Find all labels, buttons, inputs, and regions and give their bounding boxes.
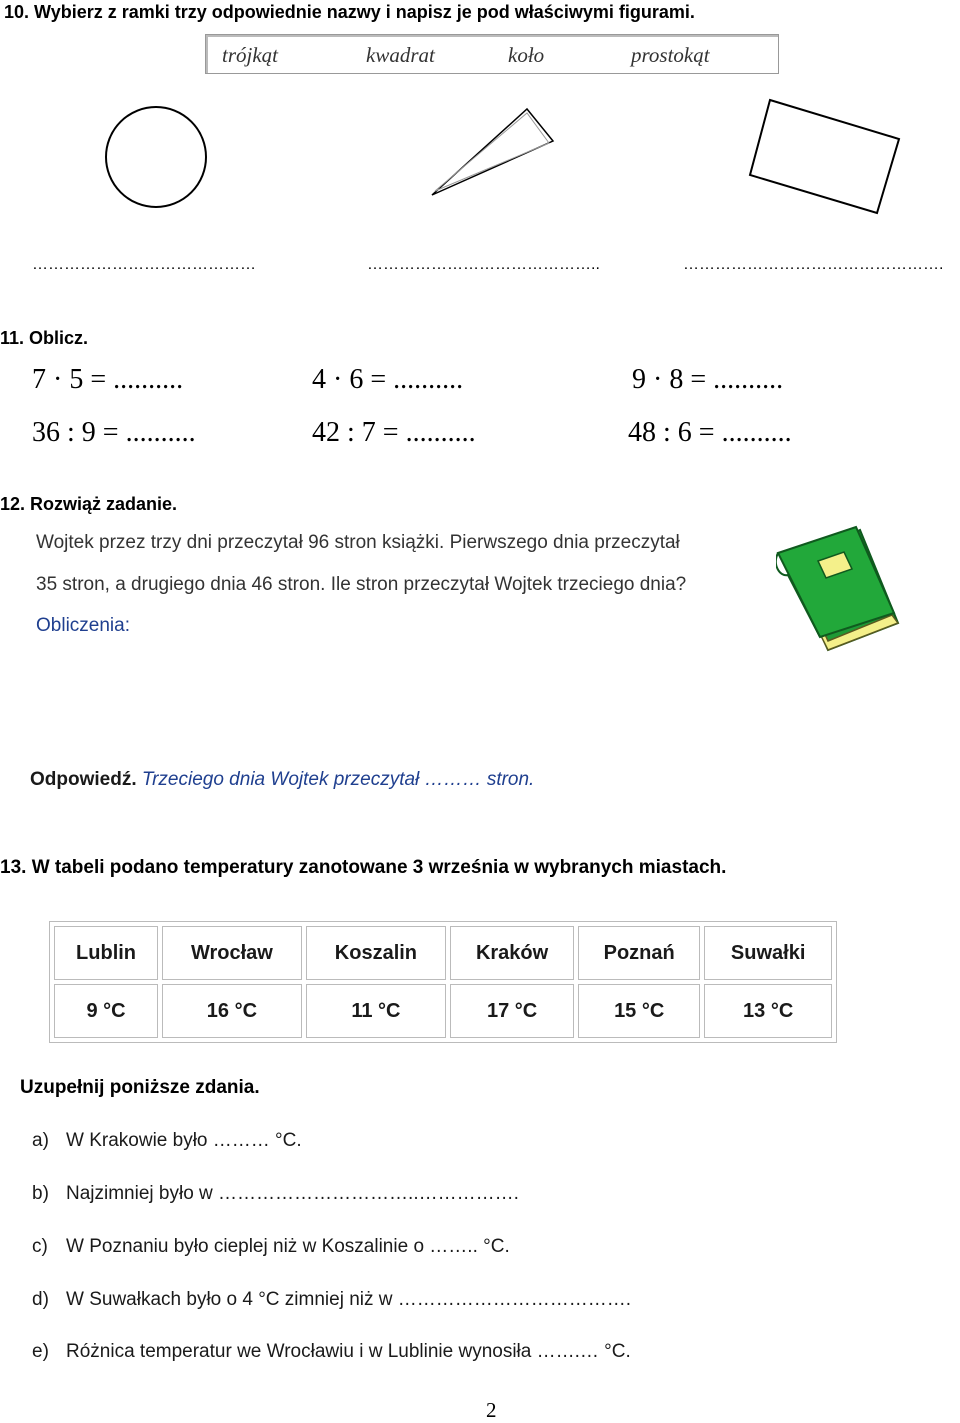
instruction: Uzupełnij poniższe zdania. <box>20 1077 260 1098</box>
item-text[interactable]: Najzimniej było w …………………………..……………. <box>66 1183 519 1204</box>
equation: 7 · 5 = .......... <box>32 364 184 395</box>
list-item <box>32 1183 519 1205</box>
temp-cell: 16 °C <box>162 984 302 1038</box>
q11-title: 11. Oblicz. <box>0 328 89 348</box>
city-cell: Kraków <box>450 926 574 980</box>
table-row <box>54 984 832 1038</box>
answer-label: Odpowiedź. <box>30 769 137 790</box>
city-cell: Poznań <box>578 926 700 980</box>
temp-cell: 11 °C <box>306 984 446 1038</box>
temperature-table <box>49 921 837 1043</box>
word-option: prostokąt <box>631 43 710 67</box>
temp-cell: 9 °C <box>54 984 158 1038</box>
equation: 42 : 7 = .......... <box>312 417 476 448</box>
list-item <box>32 1130 302 1152</box>
word-box <box>205 34 779 74</box>
equation: 48 : 6 = .......... <box>628 417 792 448</box>
temp-cell: 13 °C <box>704 984 832 1038</box>
item-text[interactable]: W Suwałkach było o 4 °C zimniej niż w ………………………………. <box>66 1289 632 1310</box>
book-icon <box>776 525 906 655</box>
q12-title: 12. Rozwiąż zadanie. <box>0 494 178 514</box>
rectangle-shape <box>745 95 905 220</box>
item-label: e) <box>32 1341 49 1362</box>
answer-blank[interactable]: …………………………………… <box>32 256 256 273</box>
problem-text: Wojtek przez trzy dni przeczytał 96 stron książki. Pierwszego dnia przeczytał <box>36 532 680 553</box>
equation: 36 : 9 = .......... <box>32 417 196 448</box>
list-item <box>32 1341 631 1363</box>
equation: 9 · 8 = .......... <box>632 364 784 395</box>
item-label: d) <box>32 1289 49 1310</box>
item-text[interactable]: Różnica temperatur we Wrocławiu i w Lublinie wynosiła …….… °C. <box>66 1341 631 1362</box>
triangle-shape <box>425 103 560 203</box>
word-option: kwadrat <box>366 43 435 67</box>
table-row <box>54 926 832 980</box>
item-label: c) <box>32 1236 48 1257</box>
answer-text[interactable]: Trzeciego dnia Wojtek przeczytał ……… stron. <box>141 769 535 790</box>
item-label: b) <box>32 1183 49 1204</box>
calc-label: Obliczenia: <box>36 615 130 636</box>
temp-cell: 17 °C <box>450 984 574 1038</box>
item-text[interactable]: W Krakowie było ……… °C. <box>66 1130 302 1151</box>
answer-blank[interactable]: …………………………………….. <box>367 256 600 273</box>
temp-cell: 15 °C <box>578 984 700 1038</box>
equation: 4 · 6 = .......... <box>312 364 464 395</box>
item-label: a) <box>32 1130 49 1151</box>
city-cell: Wrocław <box>162 926 302 980</box>
city-cell: Suwałki <box>704 926 832 980</box>
answer-line <box>30 769 534 791</box>
item-text[interactable]: W Poznaniu było cieplej niż w Koszalinie o …….. °C. <box>66 1236 510 1257</box>
word-option: koło <box>508 43 545 67</box>
list-item <box>32 1236 510 1258</box>
city-cell: Koszalin <box>306 926 446 980</box>
q13-title: 13. W tabeli podano temperatury zanotowane 3 września w wybranych miastach. <box>0 857 727 878</box>
list-item <box>32 1289 631 1311</box>
page-number: 2 <box>486 1398 497 1422</box>
circle-shape <box>100 100 215 215</box>
problem-text: 35 stron, a drugiego dnia 46 stron. Ile stron przeczytał Wojtek trzeciego dnia? <box>36 574 687 595</box>
city-cell: Lublin <box>54 926 158 980</box>
word-option: trójkąt <box>222 43 278 67</box>
q10-title: 10. Wybierz z ramki trzy odpowiednie nazwy i napisz je pod właściwymi figurami. <box>4 2 695 22</box>
answer-blank[interactable]: …………………………………………. <box>683 256 944 273</box>
